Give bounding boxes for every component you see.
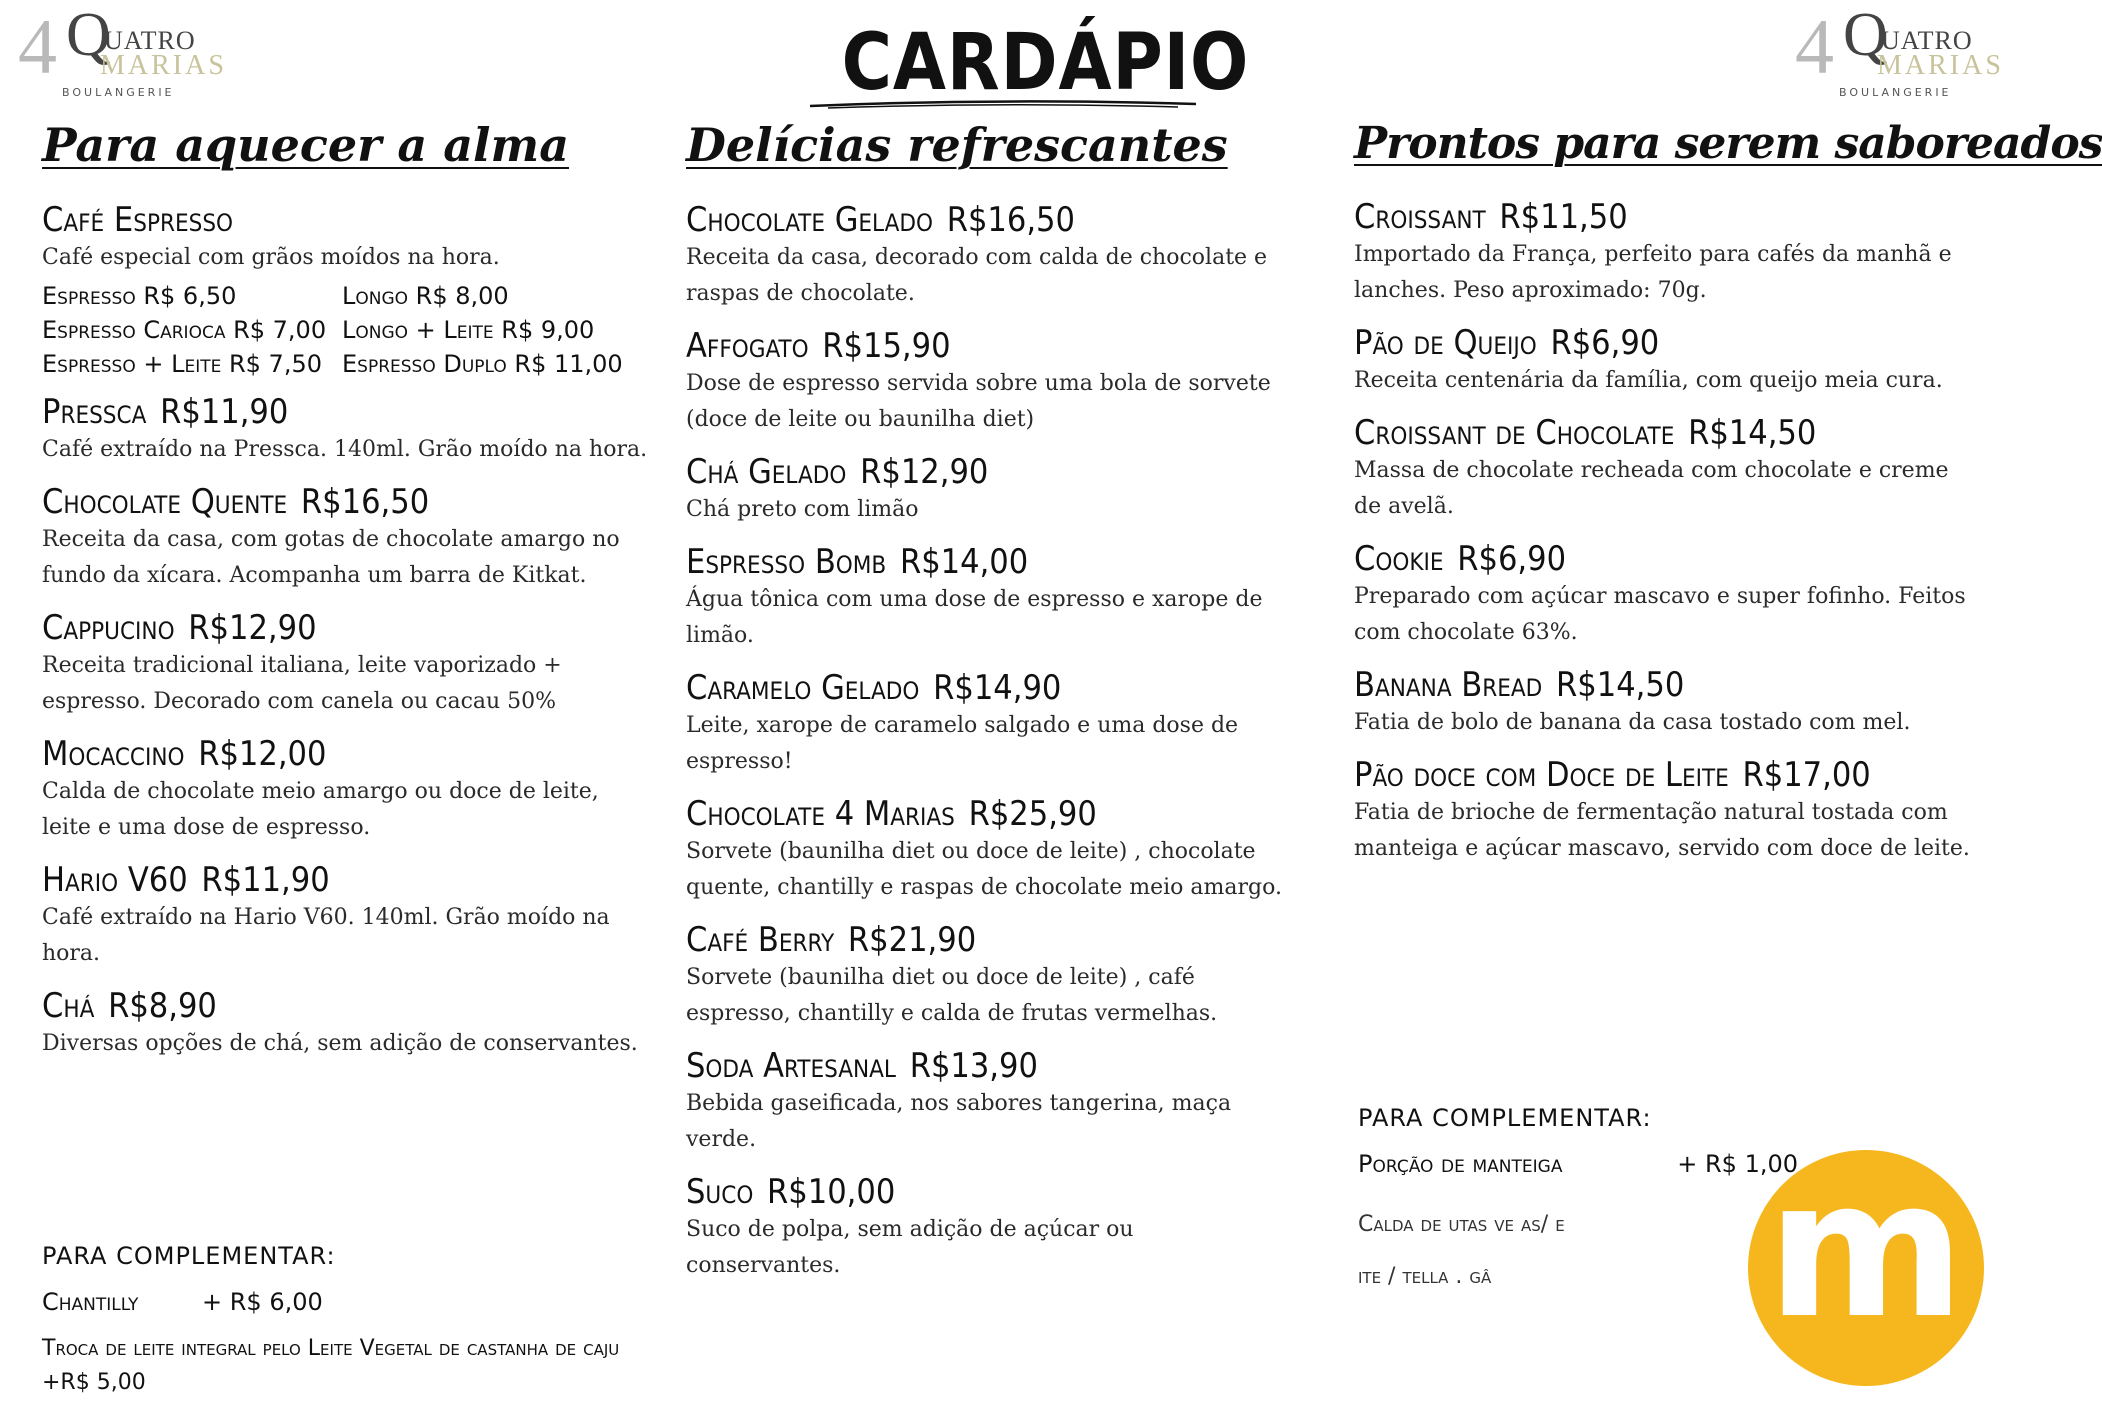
column-cold-drinks bbox=[686, 118, 1286, 1298]
logo-q: Q bbox=[1843, 1, 1888, 69]
menu-item bbox=[686, 920, 1286, 1032]
item-description: Calda de chocolate meio amargo ou doce de leite, leite e uma dose de espresso. bbox=[42, 779, 599, 840]
menu-item bbox=[42, 482, 652, 594]
logo-number: 4 bbox=[18, 3, 57, 90]
menu-item bbox=[686, 542, 1286, 654]
menu-item bbox=[686, 200, 1286, 312]
item-description: Importado da França, perfeito para cafés da manhã e lanches. Peso aproximado: 70g. bbox=[1354, 242, 1952, 303]
menu-item bbox=[686, 452, 1286, 528]
item-name: Croissant de Chocolate bbox=[1354, 413, 1675, 453]
menu-item bbox=[42, 860, 652, 972]
menu-item bbox=[686, 668, 1286, 780]
logo-subtitle: BOULANGERIE bbox=[62, 86, 175, 99]
item-name: Chá bbox=[42, 986, 95, 1026]
logo-left bbox=[18, 1, 227, 99]
logo-q: Q bbox=[66, 1, 111, 69]
item-name-row bbox=[686, 1172, 1286, 1212]
menu-item bbox=[1354, 197, 1974, 309]
column-ready-foods bbox=[1354, 118, 2102, 881]
badge-letter: m bbox=[1767, 1139, 1965, 1360]
item-name: Chocolate Quente bbox=[42, 482, 288, 522]
item-name-row bbox=[686, 668, 1286, 708]
item-price: R$12,90 bbox=[188, 608, 317, 648]
item-price: R$6,90 bbox=[1457, 539, 1567, 579]
item-name: Café Espresso bbox=[42, 200, 234, 240]
item-price: R$17,00 bbox=[1742, 755, 1871, 795]
item-name-row bbox=[42, 986, 652, 1026]
item-price: R$14,90 bbox=[933, 668, 1062, 708]
item-description: Massa de chocolate recheada com chocolate e creme de avelã. bbox=[1354, 458, 1949, 519]
item-description: Café especial com grãos moídos na hora. bbox=[42, 245, 500, 270]
item-description: Fatia de brioche de fermentação natural tostada com manteiga e açúcar mascavo, servido com doce de leite. bbox=[1354, 800, 1970, 861]
item-description: Receita da casa, decorado com calda de chocolate e raspas de chocolate. bbox=[686, 245, 1268, 306]
item-name-row bbox=[686, 920, 1286, 960]
item-name-row bbox=[42, 392, 652, 432]
item-description: Fatia de bolo de banana da casa tostado com mel. bbox=[1354, 710, 1911, 735]
logo-marias: MARIAS bbox=[100, 50, 227, 81]
item-name-row bbox=[1354, 539, 1974, 579]
menu-item bbox=[1354, 539, 1974, 651]
item-description: Suco de polpa, sem adição de açúcar ou conservantes. bbox=[686, 1217, 1134, 1278]
item-price: R$11,90 bbox=[201, 860, 330, 900]
menu-item-espresso bbox=[42, 200, 652, 378]
espresso-option: Espresso + Leite R$ 7,50 bbox=[42, 350, 322, 378]
item-description: Leite, xarope de caramelo salgado e uma dose de espresso! bbox=[686, 713, 1239, 774]
espresso-option: Espresso Duplo R$ 11,00 bbox=[342, 350, 623, 378]
item-name: Suco bbox=[686, 1172, 754, 1212]
item-name: Café Berry bbox=[686, 920, 835, 960]
item-name: Pão doce com Doce de Leite bbox=[1354, 755, 1729, 795]
item-price: R$16,50 bbox=[946, 200, 1075, 240]
espresso-option: Longo R$ 8,00 bbox=[342, 282, 509, 310]
logo-subtitle: BOULANGERIE bbox=[1839, 86, 1952, 99]
item-description: Bebida gaseificada, nos sabores tangerina, maça verde. bbox=[686, 1091, 1232, 1152]
complement-label: Chantilly bbox=[42, 1288, 139, 1316]
item-name-row bbox=[42, 860, 652, 900]
item-name: Pressca bbox=[42, 392, 147, 432]
section-title-cold: Delícias refrescantes bbox=[686, 118, 1228, 172]
item-name: Cappucino bbox=[42, 608, 175, 648]
logo-marias: MARIAS bbox=[1877, 50, 2004, 81]
item-name: Chocolate 4 Marias bbox=[686, 794, 955, 834]
item-description: Diversas opções de chá, sem adição de conservantes. bbox=[42, 1031, 638, 1056]
espresso-option: Espresso R$ 6,50 bbox=[42, 282, 237, 310]
item-description: Preparado com açúcar mascavo e super fofinho. Feitos com chocolate 63%. bbox=[1354, 584, 1966, 645]
item-name-row bbox=[686, 326, 1286, 366]
item-price: R$15,90 bbox=[822, 326, 951, 366]
item-name-row bbox=[686, 542, 1286, 582]
menu-item bbox=[1354, 413, 1974, 525]
complement-label: Porção de manteiga bbox=[1358, 1150, 1563, 1178]
menu-item bbox=[42, 392, 652, 468]
item-name: Banana Bread bbox=[1354, 665, 1543, 705]
item-name-row bbox=[42, 482, 652, 522]
title-underline bbox=[808, 96, 1198, 110]
logo-right bbox=[1795, 1, 2004, 99]
espresso-option: Longo + Leite R$ 9,00 bbox=[342, 316, 595, 344]
complement-row bbox=[42, 1288, 662, 1316]
item-description: Receita da casa, com gotas de chocolate amargo no fundo da xícara. Acompanha um barra de Kitkat. bbox=[42, 527, 620, 588]
page-title: CARDÁPIO bbox=[841, 18, 1250, 108]
menu-item bbox=[686, 794, 1286, 906]
item-name: Hario V60 bbox=[42, 860, 188, 900]
complement-section-left bbox=[42, 1242, 662, 1400]
item-name-row bbox=[686, 1046, 1286, 1086]
item-price: R$13,90 bbox=[909, 1046, 1038, 1086]
item-price: R$25,90 bbox=[968, 794, 1097, 834]
complement-price: + R$ 1,00 bbox=[1677, 1150, 1798, 1178]
item-name: Chá Gelado bbox=[686, 452, 847, 492]
item-name: Affogato bbox=[686, 326, 809, 366]
item-price: R$6,90 bbox=[1550, 323, 1660, 363]
logo-uatro: UATRO bbox=[104, 26, 196, 55]
section-title-ready: Prontos para serem saboreados bbox=[1354, 118, 2102, 169]
item-price: R$8,90 bbox=[108, 986, 217, 1026]
complement-title: PARA COMPLEMENTAR: bbox=[1358, 1104, 1652, 1132]
item-price: R$14,50 bbox=[1556, 665, 1685, 705]
item-price: R$12,00 bbox=[198, 734, 327, 774]
complement-troca: Troca de leite integral pelo Leite Vegetal de castanha de caju +R$ 5,00 bbox=[42, 1336, 620, 1395]
item-name: Chocolate Gelado bbox=[686, 200, 933, 240]
menu-item bbox=[1354, 755, 1974, 867]
menu-item bbox=[42, 734, 652, 846]
complement-price: + R$ 6,00 bbox=[202, 1288, 323, 1316]
menu-item bbox=[1354, 665, 1974, 741]
item-name: Pão de Queijo bbox=[1354, 323, 1537, 363]
item-name-row bbox=[1354, 197, 1974, 237]
column-hot-drinks bbox=[42, 118, 652, 1076]
item-description: Receita tradicional italiana, leite vaporizado + espresso. Decorado com canela ou cacau 50% bbox=[42, 653, 562, 714]
complement-title: PARA COMPLEMENTAR: bbox=[42, 1242, 336, 1270]
item-description: Dose de espresso servida sobre uma bola de sorvete (doce de leite ou baunilha diet) bbox=[686, 371, 1271, 432]
item-description: Água tônica com uma dose de espresso e xarope de limão. bbox=[686, 587, 1263, 648]
complement-section-right bbox=[1358, 1104, 1798, 1296]
item-price: R$14,50 bbox=[1688, 413, 1817, 453]
item-name: Caramelo Gelado bbox=[686, 668, 920, 708]
item-name: Cookie bbox=[1354, 539, 1444, 579]
item-name-row bbox=[42, 608, 652, 648]
item-price: R$11,90 bbox=[160, 392, 289, 432]
espresso-option: Espresso Carioca R$ 7,00 bbox=[42, 316, 327, 344]
item-description: Café extraído na Pressca. 140ml. Grão moído na hora. bbox=[42, 437, 648, 462]
item-name: Mocaccino bbox=[42, 734, 185, 774]
brand-badge-icon bbox=[1748, 1139, 1984, 1386]
item-price: R$12,90 bbox=[860, 452, 989, 492]
menu-item bbox=[42, 986, 652, 1062]
item-name-row bbox=[1354, 413, 1974, 453]
menu-item bbox=[42, 608, 652, 720]
item-description: Café extraído na Hario V60. 140ml. Grão moído na hora. bbox=[42, 905, 610, 966]
menu-item bbox=[1354, 323, 1974, 399]
complement-partial-text: Calda de utas ve as/ e bbox=[1358, 1212, 1565, 1237]
menu-item bbox=[686, 1046, 1286, 1158]
item-price: R$16,50 bbox=[300, 482, 430, 522]
logo-uatro: UATRO bbox=[1881, 26, 1973, 55]
item-name-row bbox=[686, 452, 1286, 492]
item-name-row bbox=[686, 200, 1286, 240]
item-name: Soda Artesanal bbox=[686, 1046, 896, 1086]
item-name-row bbox=[686, 794, 1286, 834]
item-name-row bbox=[1354, 665, 1974, 705]
item-price: R$11,50 bbox=[1499, 197, 1628, 237]
menu-item bbox=[686, 326, 1286, 438]
item-name-row bbox=[1354, 755, 1974, 795]
logo-number: 4 bbox=[1795, 3, 1834, 90]
espresso-options bbox=[42, 282, 652, 378]
complement-row bbox=[1358, 1150, 1798, 1178]
menu-item bbox=[686, 1172, 1286, 1284]
item-price: R$14,00 bbox=[899, 542, 1029, 582]
item-name-row bbox=[1354, 323, 1974, 363]
item-description: Receita centenária da família, com queijo meia cura. bbox=[1354, 368, 1943, 393]
item-description: Sorvete (baunilha diet ou doce de leite) , chocolate quente, chantilly e raspas de chocolate meio amargo. bbox=[686, 839, 1282, 900]
item-price: R$21,90 bbox=[847, 920, 977, 960]
item-name-row bbox=[42, 734, 652, 774]
item-name: Croissant bbox=[1354, 197, 1486, 237]
complement-partial-text: ite / tella . gâ bbox=[1358, 1264, 1492, 1289]
item-description: Sorvete (baunilha diet ou doce de leite) , café espresso, chantilly e calda de frutas vermelhas. bbox=[686, 965, 1218, 1026]
section-title-hot: Para aquecer a alma bbox=[42, 118, 570, 172]
item-description: Chá preto com limão bbox=[686, 497, 919, 522]
item-name: Espresso Bomb bbox=[686, 542, 887, 582]
item-price: R$10,00 bbox=[767, 1172, 896, 1212]
